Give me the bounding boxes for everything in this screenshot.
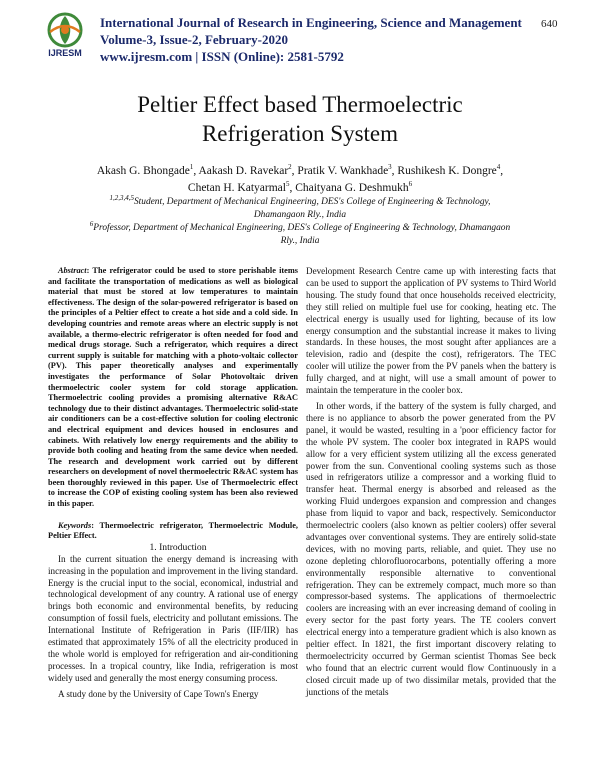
journal-header <box>100 14 530 65</box>
right-column <box>306 266 556 699</box>
journal-web-issn: www.ijresm.com | ISSN (Online): 2581-5792 <box>100 49 344 64</box>
author-sup: 3 <box>388 163 392 172</box>
page-number: 640 <box>541 18 558 30</box>
author-line-2 <box>80 180 520 197</box>
logo-text: IJRESM <box>48 48 82 58</box>
affiliation-sup: 1,2,3,4,5 <box>109 193 134 202</box>
abstract-text: : The refrigerator could be used to store perishable items and facilitate the transportation of medications as well as biological material that must be stored at low temperatures to maintain effectiveness. The design of the solar-powered refrigerator is based on the principles of a Peltier effect to create a hot side and a cold side. In developing countries and remote areas where an electric supply is not available, a thermo-electric refrigerator is often needed for food and medical drugs storage. Such a refrigerator, which requires a direct current supply is suitable for matching with a photo-voltaic collector (PV). This paper theoretically analyses and experimentally investigates the performance of Solar Photovoltaic driven thermoelectric cooler system for cold storage application. Thermoelectric cooling provides a promising alternative R&AC technology due to their distinct advantages. Thermoelectric solid-state air conditioners can be a cost-effective solution for cooling electronic and electrical equipment and devices housed in enclosures and cabinets. With relatively low energy requirements and the ability to provide both cooling and heating from the same device when needed. The research and development work carried out by different researchers on development of novel thermoelectric R&AC system has been thoroughly reviewed in this paper. Use of Thermoelectric effect to increase the COP of existing cooling system has been also reviewed in this paper. <box>48 266 298 509</box>
author-name: Akash G. Bhongade <box>96 165 190 177</box>
author-sup: 5 <box>285 180 290 189</box>
paper-title <box>60 90 540 148</box>
author-sup: 4 <box>496 163 501 172</box>
author-name: Chetan H. Katyarmal <box>187 182 286 194</box>
author-sup: 1 <box>189 163 194 172</box>
author-sep: , <box>391 165 398 177</box>
paper-title-line-1: Peltier Effect based Thermoelectric <box>137 92 463 117</box>
affiliation-students <box>88 193 512 222</box>
abstract <box>48 266 298 510</box>
journal-volume: Volume-3, Issue-2, February-2020 <box>100 32 289 47</box>
abstract-label: Abstract <box>58 266 87 275</box>
author-list <box>80 163 520 197</box>
author-name: Chaityana G. Deshmukh <box>295 182 409 194</box>
affiliation-professor <box>88 219 512 248</box>
body-paragraph: Development Research Centre came up with interesting facts that can be used to support the application of PV systems to Third World housing. The study found that once households received electricity, they still relied on multiple fuel use for cooking, heating etc. The electrical energy is usually used for lighting, because of its low energy consumption and the substantial increase it makes to living standards. In these houses, the most sought after appliances are a television, radio and (despite the cost), refrigerators. The TEC cooler will utilize the power from the PV panels when the battery is fully charged, and at night, will use a small amount of power to maintain the temperature in the cooler box. <box>306 266 556 396</box>
affiliation-sup: 6 <box>89 219 94 228</box>
author-sep: , <box>500 165 504 177</box>
body-paragraph: In the current situation the energy demand is increasing with increasing in the population and improvement in the living standard. Energy is the crucial input to the social, economical, industrial and technological development of any country. A rational use of energy brings both economic and environmental benefits, by reducing consumption of fossil fuels, electricity and pollutant emissions. The International Institute of Refrigeration in Paris (IIF/IIR) has estimated that approximately 15% of all the electricity produced in the whole world is employed for refrigeration and air-conditioning processes. In a tropical country, like India, refrigeration is most widely used and generally the most energy consuming process. <box>48 553 298 683</box>
journal-name: International Journal of Research in Engineering, Science and Management <box>100 15 522 30</box>
keywords-text: : Thermoelectric refrigerator, Thermoelectric Module, Peltier Effect. <box>48 520 298 541</box>
affiliation-text: Professor, Department of Mechanical Engineering, DES's College of Engineering & Technology, Dhamangaon Rly., India <box>93 223 511 246</box>
keywords <box>48 521 298 542</box>
paper-title-line-2: Refrigeration System <box>201 121 399 146</box>
body-paragraph: In other words, if the battery of the system is fully charged, and there is no appliance to absorb the power generated from the PV panel, it would be wasted, resulting in a 'poor efficiency factor for the whole PV system. The cooler box integrated in RAPS would allow for a very efficient system utilizing all the excess generated power from the sun. Conventional cooling systems such as those used in refrigerators utilize a compressor and a working fluid to transfer heat. Thermal energy is absorbed and released as the working Fluid undergoes expansion and compression and changes phase from liquid to vapor and back, respectively. Semiconductor thermoelectric coolers (also known as peltier coolers) offer several advantages over conventional systems. They are entirely solid-state devices, with no moving parts, reliable, and quiet. They use no ozone depleting chlorofluorocarbons, potentially offering a more environmentally responsible alternative to conventional refrigeration. They can be extremely compact, much more so than compressor-based systems. The applications of thermoelectric coolers are increasing with an ever increasing demand of cooling in every sector for the past forty years. The TE coolers convert electrical energy into a temperature gradient which is also known as peltier effect. In 1821, the first important discovery relating to thermoelectricity occurred by German scientist Thomas See beck who found that an electric current would flow Continuously in a closed circuit made up of two dissimilar metals, provided that the junctions of the metals <box>306 400 556 697</box>
section-heading-introduction: 1. Introduction <box>149 541 207 553</box>
left-column <box>48 266 298 701</box>
author-sep: , <box>289 182 296 194</box>
author-name: Rushikesh K. Dongre <box>397 165 497 177</box>
affiliation-text: Student, Department of Mechanical Engineering, DES's College of Engineering & Technology, Dhamangaon Rly., India <box>133 197 491 220</box>
keywords-label: Keywords <box>58 520 92 530</box>
author-sup: 6 <box>408 180 413 189</box>
author-sup: 2 <box>288 163 292 172</box>
author-sep: , <box>291 165 298 177</box>
author-name: Pratik V. Wankhade <box>297 165 389 177</box>
author-sep: , <box>193 165 199 177</box>
author-name: Aakash D. Ravekar <box>198 165 289 177</box>
journal-logo <box>36 10 94 60</box>
author-line-1 <box>80 163 520 180</box>
body-paragraph: A study done by the University of Cape Town's Energy <box>58 688 259 699</box>
